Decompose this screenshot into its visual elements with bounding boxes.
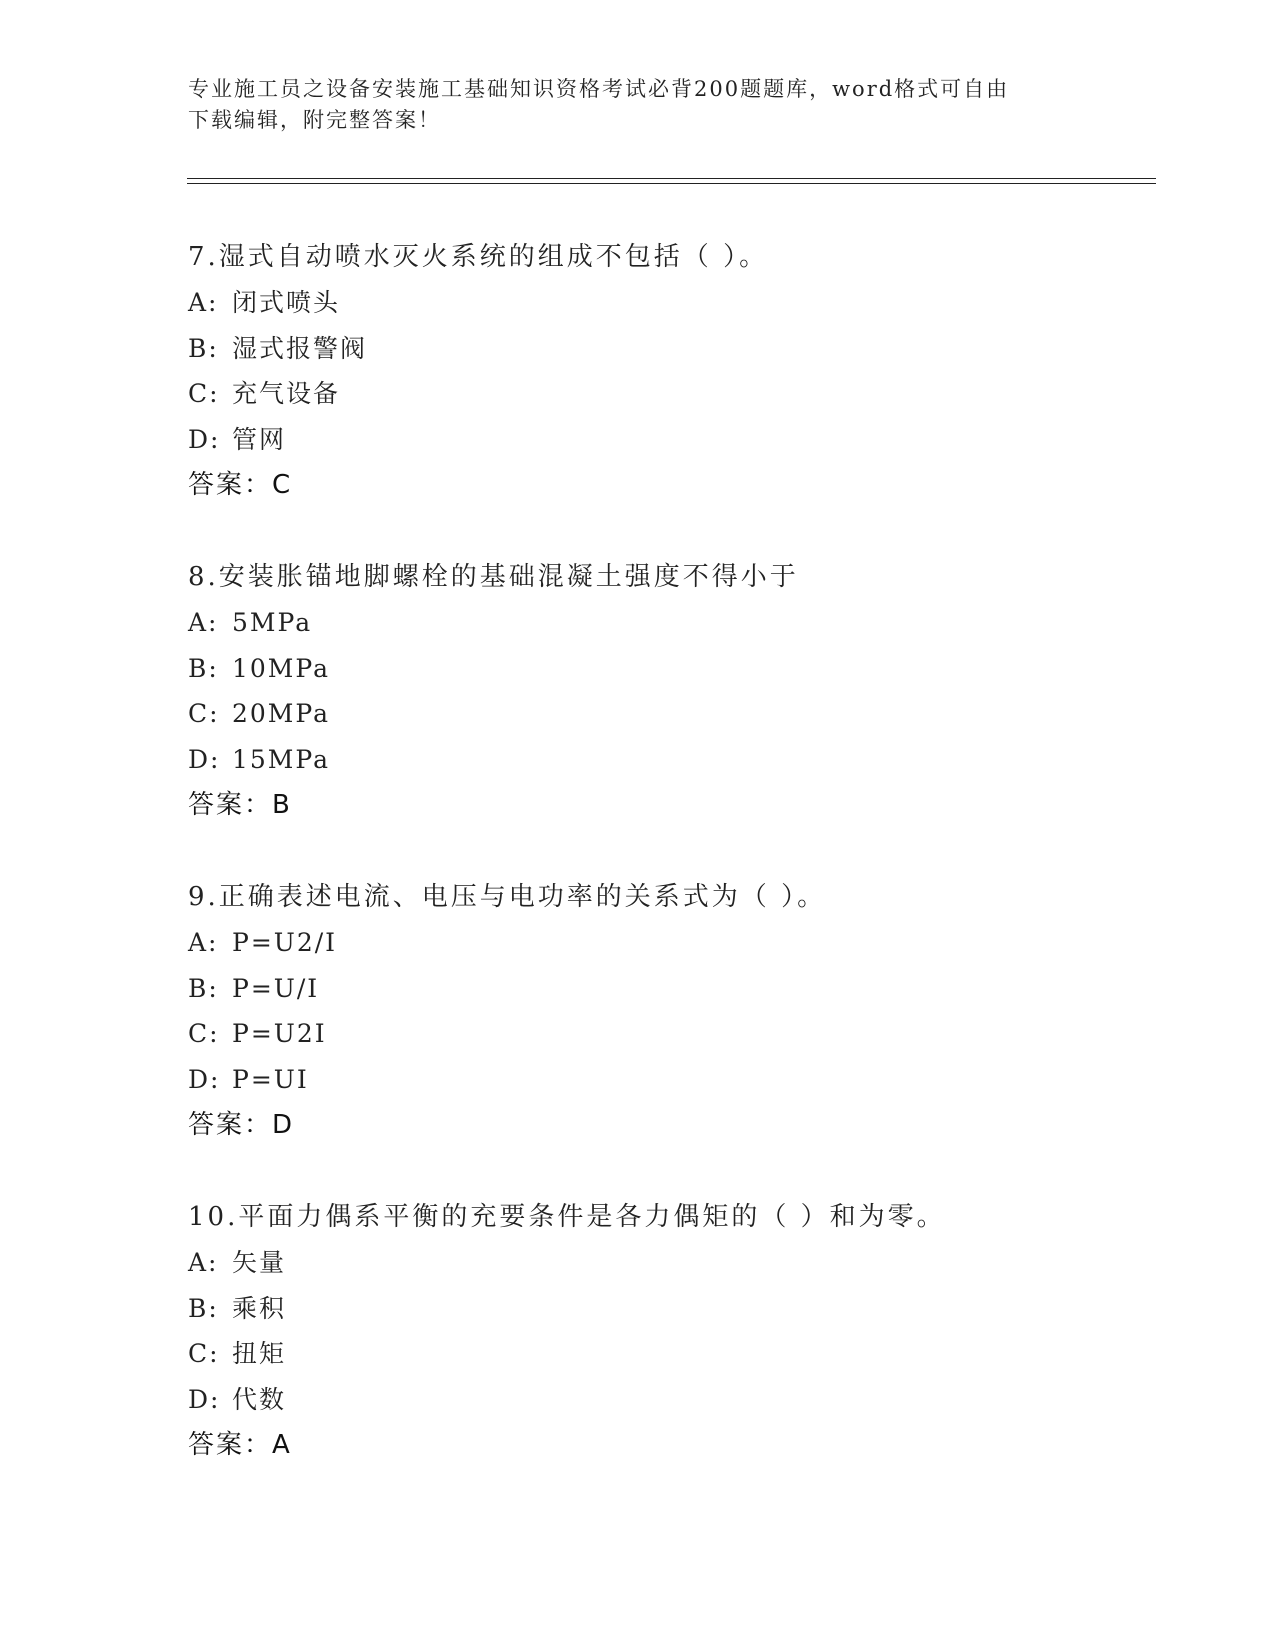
- option-a: [188, 1240, 1188, 1286]
- option-d: [188, 1057, 1188, 1103]
- question-title: 8.安装胀锚地脚螺栓的基础混凝土强度不得小于: [188, 562, 799, 592]
- question-title: 7.湿式自动喷水灭火系统的组成不包括（ ）。: [188, 242, 769, 272]
- question-8: [188, 554, 1188, 828]
- option-letter: C:: [188, 379, 220, 408]
- option-text: 充气设备: [232, 379, 341, 408]
- option-text: 20MPa: [232, 699, 331, 728]
- question-9: [188, 874, 1188, 1148]
- answer-line: 答案：D: [188, 1110, 295, 1140]
- option-b: [188, 966, 1188, 1012]
- option-c: [188, 1331, 1188, 1377]
- option-text: 闭式喷头: [232, 288, 341, 317]
- option-letter: D:: [188, 424, 221, 454]
- option-text: 湿式报警阀: [232, 333, 368, 363]
- option-a: [188, 280, 1188, 326]
- option-text: 5MPa: [232, 608, 313, 637]
- option-b: [188, 1286, 1188, 1332]
- answer-line: 答案：A: [188, 1430, 292, 1460]
- option-text: 乘积: [232, 1293, 287, 1323]
- option-text: 代数: [232, 1384, 287, 1414]
- option-letter: B:: [188, 653, 219, 683]
- header-divider-bottom: [187, 183, 1156, 184]
- option-c: [188, 371, 1188, 417]
- option-letter: A:: [188, 1248, 219, 1277]
- header-line-1: 专业施工员之设备安装施工基础知识资格考试必背200题题库，word格式可自由: [188, 77, 1010, 101]
- option-letter: A:: [188, 928, 219, 957]
- question-title: 10.平面力偶系平衡的充要条件是各力偶矩的（ ）和为零。: [188, 1202, 946, 1232]
- option-a: [188, 920, 1188, 966]
- question-7: [188, 234, 1188, 508]
- option-text: P=U2/I: [232, 928, 338, 957]
- option-text: P=U2I: [232, 1019, 327, 1048]
- option-letter: D:: [188, 1064, 221, 1094]
- option-text: 管网: [232, 424, 287, 454]
- header-divider-top: [187, 178, 1156, 179]
- option-c: [188, 1011, 1188, 1057]
- option-text: 15MPa: [232, 744, 331, 774]
- option-d: [188, 737, 1188, 783]
- option-letter: C:: [188, 1019, 220, 1048]
- option-letter: B:: [188, 333, 219, 363]
- option-letter: C:: [188, 1339, 220, 1368]
- option-letter: D:: [188, 1384, 221, 1414]
- option-letter: B:: [188, 1293, 219, 1323]
- option-text: P=U/I: [232, 973, 320, 1003]
- answer-line: 答案：C: [188, 470, 293, 500]
- option-d: [188, 1377, 1188, 1423]
- option-a: [188, 600, 1188, 646]
- option-letter: A:: [188, 608, 219, 637]
- option-c: [188, 691, 1188, 737]
- option-letter: A:: [188, 288, 219, 317]
- option-letter: D:: [188, 744, 221, 774]
- answer-line: 答案：B: [188, 790, 292, 820]
- option-b: [188, 646, 1188, 692]
- option-text: P=UI: [232, 1064, 309, 1094]
- option-d: [188, 417, 1188, 463]
- option-text: 扭矩: [232, 1339, 287, 1368]
- header-line-2: 下载编辑，附完整答案！: [188, 108, 441, 132]
- document-header: [188, 74, 1068, 136]
- option-letter: B:: [188, 973, 219, 1003]
- option-letter: C:: [188, 699, 220, 728]
- question-title: 9.正确表述电流、电压与电功率的关系式为（ ）。: [188, 882, 827, 912]
- option-text: 矢量: [232, 1248, 287, 1277]
- option-text: 10MPa: [232, 653, 331, 683]
- question-10: [188, 1194, 1188, 1468]
- option-b: [188, 326, 1188, 372]
